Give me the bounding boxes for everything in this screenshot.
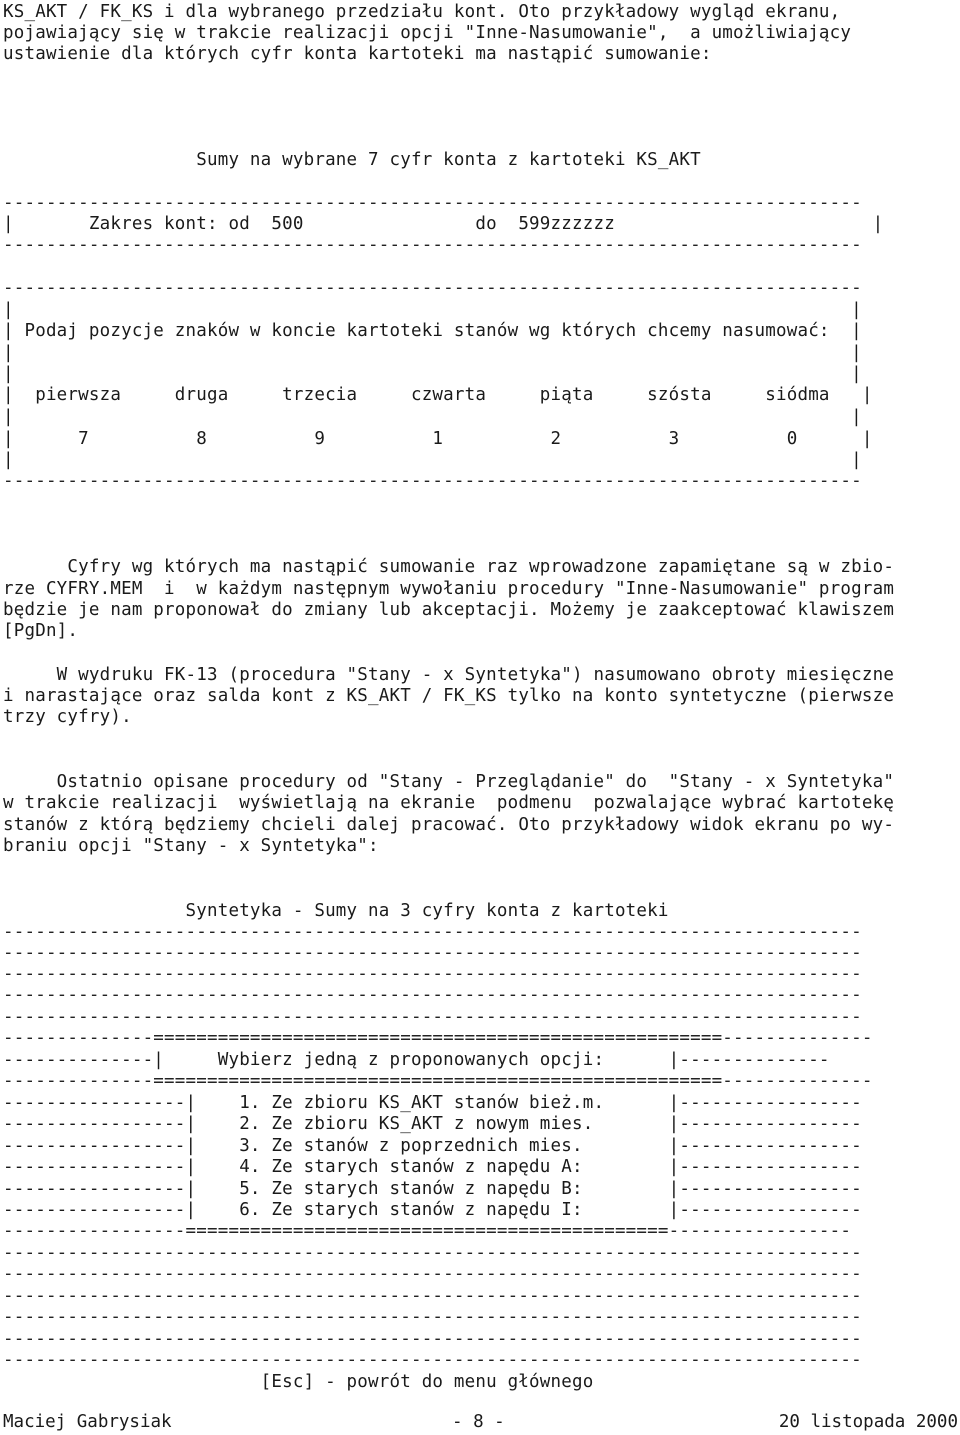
menu-option-3[interactable]: -----------------| 3. Ze stanów z poprzednich mies. |----------------- <box>3 1136 862 1156</box>
menu-option-1[interactable]: -----------------| 1. Ze zbioru KS_AKT stanów bież.m. |----------------- <box>3 1093 862 1113</box>
screen1-title: Sumy na wybrane 7 cyfr konta z kartoteki KS_AKT <box>3 150 701 170</box>
para3-line-3: stanów z którą będziemy chcieli dalej pracować. Oto przykładowy widok ekranu po wy- <box>3 815 895 835</box>
esc-back-hint[interactable]: [Esc] - powrót do menu głównego <box>3 1372 594 1392</box>
screen1-range-line: | Zakres kont: od 500 do 599zzzzzz | <box>3 214 884 234</box>
screen2-fill-line: -------------------------------------------------------------------------------- <box>3 985 862 1005</box>
footer-date: 20 listopada 2000 <box>778 1412 958 1432</box>
screen2-fill-line: -------------------------------------------------------------------------------- <box>3 1264 862 1284</box>
para3-line-4: braniu opcji "Stany - x Syntetyka": <box>3 836 379 856</box>
screen2-menu-frame-bottom: -----------------=============================================----------------- <box>3 1221 852 1241</box>
footer-author: Maciej Gabrysiak <box>3 1412 172 1432</box>
screen1-box-bottom: -------------------------------------------------------------------------------- <box>3 471 862 491</box>
screen2-menu-frame-top: --------------=====================================================-------------- <box>3 1028 873 1048</box>
screen2-fill-line: -------------------------------------------------------------------------------- <box>3 964 862 984</box>
menu-option-5[interactable]: -----------------| 5. Ze starych stanów z napędu B: |----------------- <box>3 1179 862 1199</box>
screen1-box-empty: | | <box>3 450 862 470</box>
screen1-box-empty: | | <box>3 407 862 427</box>
para1-line-2: rze CYFRY.MEM i w każdym następnym wywołaniu procedury "Inne-Nasumowanie" program <box>3 579 895 599</box>
para1-line-4: [PgDn]. <box>3 621 79 641</box>
menu-option-6[interactable]: -----------------| 6. Ze starych stanów z napędu I: |----------------- <box>3 1200 862 1220</box>
screen2-fill-line: -------------------------------------------------------------------------------- <box>3 1286 862 1306</box>
para2-line-2: i narastające oraz salda kont z KS_AKT / FK_KS tylko na konto syntetyczne (pierwsze <box>3 686 895 706</box>
screen1-box-empty: | | <box>3 300 862 320</box>
para2-line-3: trzy cyfry). <box>3 707 132 727</box>
para3-line-2: w trakcie realizacji wyświetlają na ekranie podmenu pozwalające wybrać kartotekę <box>3 793 895 813</box>
screen2-fill-line: -------------------------------------------------------------------------------- <box>3 1243 862 1263</box>
para1-line-1: Cyfry wg których ma nastąpić sumowanie raz wprowadzone zapamiętane są w zbio- <box>3 557 895 577</box>
para1-line-3: będzie je nam proponował do zmiany lub akceptacji. Możemy je zaakceptować klawiszem <box>3 600 895 620</box>
screen1-divider: -------------------------------------------------------------------------------- <box>3 193 862 213</box>
screen2-fill-line: -------------------------------------------------------------------------------- <box>3 1329 862 1349</box>
para3-line-1: Ostatnio opisane procedury od "Stany - Przeglądanie" do "Stany - x Syntetyka" <box>3 772 895 792</box>
footer-page-number: - 8 - <box>452 1412 505 1432</box>
intro-line-2: pojawiający się w trakcie realizacji opcji "Inne-Nasumowanie", a umożliwiający <box>3 23 852 43</box>
screen2-fill-line: -------------------------------------------------------------------------------- <box>3 1350 862 1370</box>
screen1-box-empty: | | <box>3 343 862 363</box>
screen2-fill-line: -------------------------------------------------------------------------------- <box>3 1307 862 1327</box>
screen1-headers-line: | pierwsza druga trzecia czwarta piąta szósta siódma | <box>3 385 873 405</box>
menu-option-4[interactable]: -----------------| 4. Ze starych stanów z napędu A: |----------------- <box>3 1157 862 1177</box>
screen1-values-line: | 7 8 9 1 2 3 0 | <box>3 429 873 449</box>
screen2-fill-line: -------------------------------------------------------------------------------- <box>3 922 862 942</box>
screen2-menu-title: --------------| Wybierz jedną z proponowanych opcji: |-------------- <box>3 1050 830 1070</box>
intro-line-3: ustawienie dla których cyfr konta kartoteki ma nastąpić sumowanie: <box>3 44 712 64</box>
menu-option-2[interactable]: -----------------| 2. Ze zbioru KS_AKT z nowym mies. |----------------- <box>3 1114 862 1134</box>
screen2-fill-line: -------------------------------------------------------------------------------- <box>3 943 862 963</box>
intro-line-1: KS_AKT / FK_KS i dla wybranego przedziału kont. Oto przykładowy wygląd ekranu, <box>3 2 841 22</box>
screen1-divider: -------------------------------------------------------------------------------- <box>3 235 862 255</box>
screen2-title: Syntetyka - Sumy na 3 cyfry konta z kartoteki <box>3 901 669 921</box>
screen1-box-empty: | | <box>3 364 862 384</box>
screen1-box-top: -------------------------------------------------------------------------------- <box>3 278 862 298</box>
screen2-menu-frame-mid: --------------=====================================================-------------- <box>3 1071 873 1091</box>
para2-line-1: W wydruku FK-13 (procedura "Stany - x Syntetyka") nasumowano obroty miesięczne <box>3 665 895 685</box>
screen2-fill-line: -------------------------------------------------------------------------------- <box>3 1007 862 1027</box>
screen1-prompt-line: | Podaj pozycje znaków w koncie kartoteki stanów wg których chcemy nasumować: | <box>3 321 862 341</box>
